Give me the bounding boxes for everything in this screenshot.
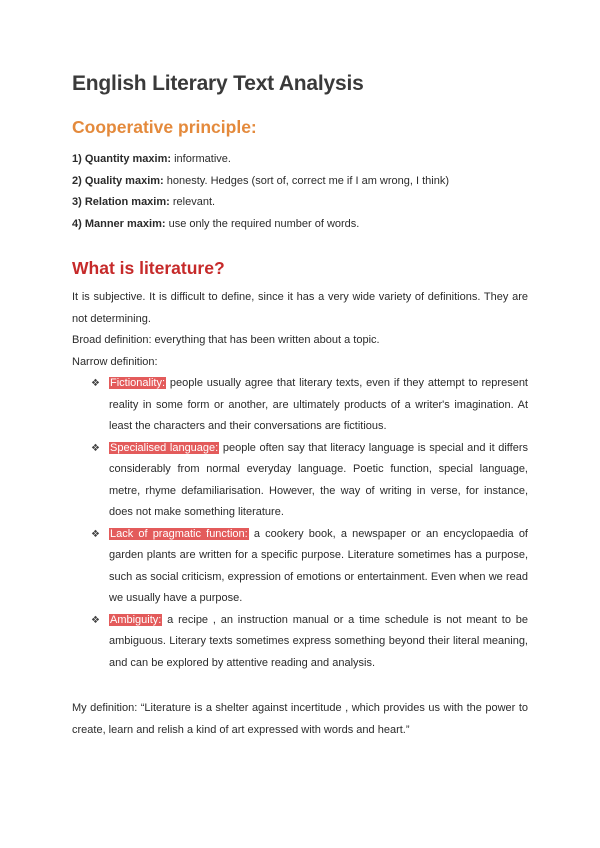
- list-item: [72, 373, 528, 438]
- maxim-text: use only the required number of words.: [165, 217, 360, 230]
- diamond-bullet-icon: ❖: [91, 528, 100, 540]
- literature-body: [72, 287, 528, 741]
- maxim-item: [72, 192, 532, 214]
- maxim-label: 3) Relation maxim:: [72, 196, 170, 208]
- maxims-list: [72, 149, 532, 235]
- diamond-bullet-icon: ❖: [91, 378, 100, 389]
- maxim-item: [72, 149, 532, 171]
- intro-paragraph: It is subjective. It is difficult to define, since it has a very wide variety of definitions. They are not determining.: [72, 291, 528, 325]
- maxim-label: 1) Quantity maxim:: [72, 153, 172, 165]
- narrow-definition-list: [72, 373, 528, 674]
- what-is-literature-heading: What is literature?: [72, 258, 225, 278]
- maxim-label: 2) Quality maxim:: [72, 174, 164, 187]
- term-description: people often say that literacy language is special and it differs considerably from normal everyday language. Poetic function, special language, metre, rhyme defamiliarisation. However, the way of writing in verse, for instance, does not make something literature.: [109, 441, 529, 518]
- maxim-text: honesty. Hedges (sort of, correct me if I am wrong, I think): [163, 174, 449, 187]
- broad-definition: Broad definition: everything that has been written about a topic.: [72, 334, 380, 346]
- term-description: people usually agree that literary texts, even if they attempt to represent reality in some form or another, are ultimately products of a writer's imagination. At least the characters and their conversations are fictitious.: [109, 377, 528, 432]
- maxim-item: [72, 171, 532, 193]
- maxim-label: 4) Manner maxim:: [72, 217, 166, 230]
- highlighted-term: Fictionality:: [110, 377, 166, 389]
- diamond-bullet-icon: ❖: [91, 442, 100, 454]
- maxim-text: informative.: [171, 153, 231, 165]
- list-item: [72, 524, 528, 610]
- highlighted-term: Ambiguity:: [110, 613, 162, 626]
- highlighted-term: Lack of pragmatic function:: [110, 527, 248, 540]
- list-item: [72, 438, 528, 524]
- term-description: a cookery book, a newspaper or an encyclopaedia of garden plants are written for a specific purpose. Literature sometimes has a purpose, such as social criticism, expression of emotions or entertainment. Even when we read we usually have a purpose.: [109, 527, 528, 604]
- page-title: English Literary Text Analysis: [72, 72, 364, 95]
- maxim-item: [72, 214, 532, 236]
- list-item: [72, 610, 528, 675]
- maxim-text: relevant.: [169, 196, 216, 208]
- term-description: a recipe , an instruction manual or a time schedule is not meant to be ambiguous. Literary texts sometimes express something beyond their literal meaning, and can be explored by attentive reading and analysis.: [109, 613, 528, 669]
- my-definition-paragraph: My definition: “Literature is a shelter against incertitude , which provides us with the power to create, learn and relish a kind of art expressed with words and heart.”: [72, 702, 528, 736]
- narrow-definition-label: Narrow definition:: [72, 355, 158, 368]
- highlighted-term: Specialised language:: [110, 441, 219, 454]
- diamond-bullet-icon: ❖: [91, 614, 100, 626]
- cooperative-principle-heading: Cooperative principle:: [72, 117, 257, 137]
